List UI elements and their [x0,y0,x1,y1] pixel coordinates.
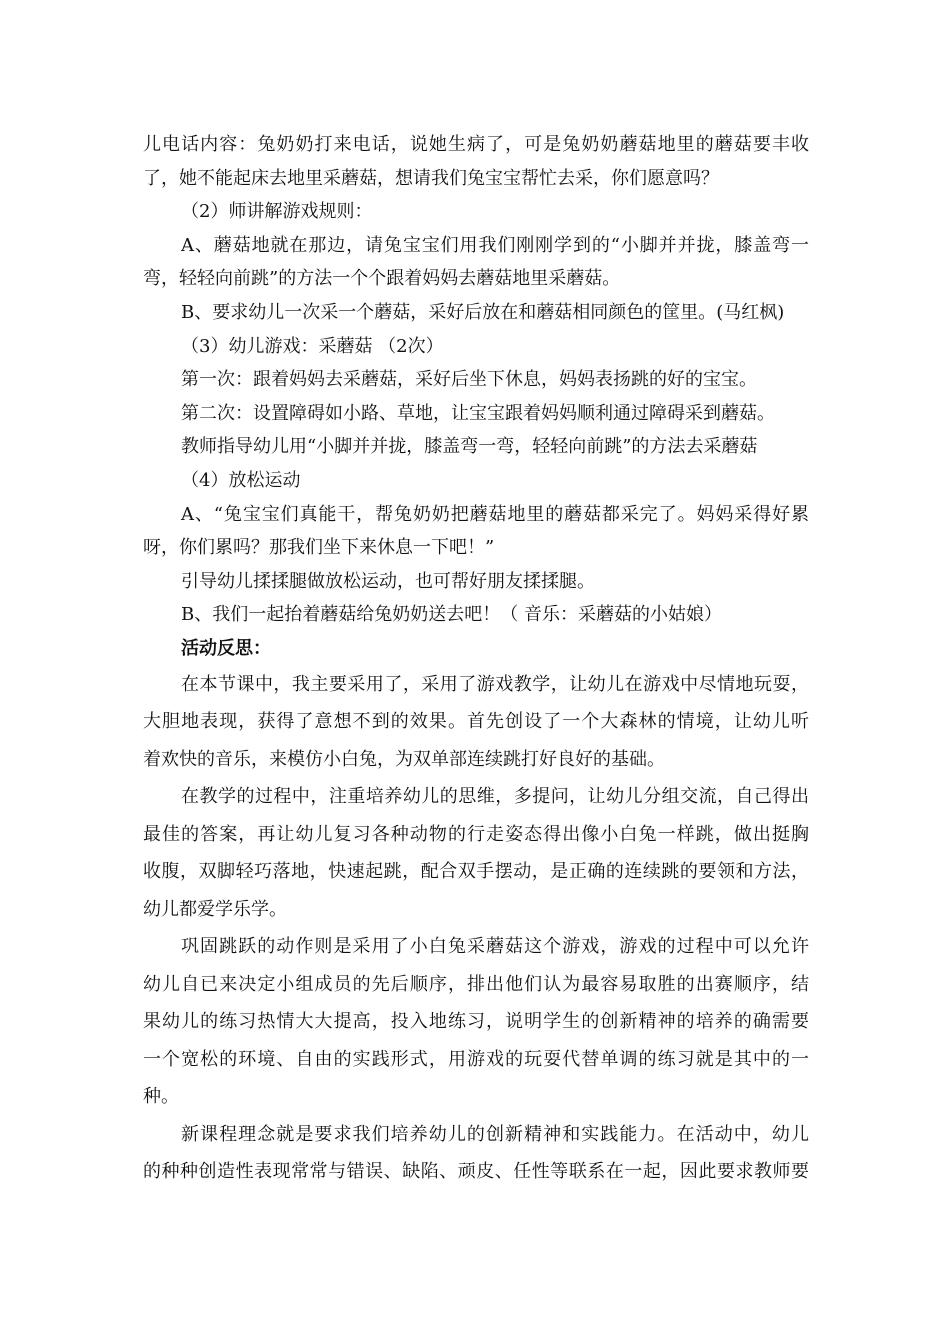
text-line: 巩固跳跃的动作则是采用了小白兔采蘑菇这个游戏，游戏的过程中可以允许 [181,936,809,957]
text-line: B、要求幼儿一次采一个蘑菇，采好后放在和蘑菇相同颜色的筐里。(马红枫) [181,301,785,323]
text-line: 的种种创造性表现常常与错误、缺陷、顽皮、任性等联系在一起，因此要求教师要 [143,1161,809,1182]
section-heading: 活动反思： [181,637,271,659]
text-line: A、蘑菇地就在那边，请兔宝宝们用我们刚刚学到的“小脚并并拢，膝盖弯一 [181,234,809,256]
text-line: 幼儿都爱学乐学。 [143,898,287,920]
text-line: 在教学的过程中，注重培养幼儿的思维，多提问，让幼儿分组交流，自己得出 [181,786,809,807]
text-line: （2）师讲解游戏规则： [181,201,373,223]
text-line: （4）放松运动 [181,469,301,491]
text-line: 幼儿自已来决定小组成员的先后顺序，排出他们认为最容易取胜的出赛顺序，结 [143,973,809,995]
text-line: 种。 [143,1086,179,1107]
text-line: B、我们一起抬着蘑菇给兔奶奶送去吧！（ 音乐：采蘑菇的小姑娘） [181,604,722,626]
text-line: 着欢快的音乐，来模仿小白兔，为双单部连续跳打好良好的基础。 [143,748,665,770]
text-line: （3）幼儿游戏：采蘑菇 （2次） [181,335,444,357]
text-line: 最佳的答案，再让幼儿复习各种动物的行走姿态得出像小白兔一样跳，做出挺胸 [143,823,809,845]
text-line: 大胆地表现，获得了意想不到的效果。首先创设了一个大森林的情境，让幼儿听 [143,711,809,732]
text-line: 新课程理念就是要求我们培养幼儿的创新精神和实践能力。在活动中，幼儿 [181,1123,809,1145]
text-line: 引导幼儿揉揉腿做放松运动，也可帮好朋友揉揉腿。 [181,570,595,592]
document-body [143,128,809,1191]
text-line: 果幼儿的练习热情大大提高，投入地练习，说明学生的创新精神的培养的确需要 [143,1011,809,1032]
text-line: 了，她不能起床去地里采蘑菇，想请我们兔宝宝帮忙去采，你们愿意吗？ [143,167,719,189]
text-line: 教师指导幼儿用“小脚并并拢，膝盖弯一弯，轻轻向前跳”的方法去采蘑菇 [181,436,758,458]
text-line: A、“兔宝宝们真能干，帮兔奶奶把蘑菇地里的蘑菇都采完了。妈妈采得好累 [181,503,809,525]
text-line: 第一次：跟着妈妈去采蘑菇，采好后坐下休息，妈妈表扬跳的好的宝宝。 [181,369,757,391]
text-line: 一个宽松的环境、自由的实践形式，用游戏的玩耍代替单调的练习就是其中的一 [143,1048,809,1070]
text-line: 收腹，双脚轻巧落地，快速起跳，配合双手摆动，是正确的连续跳的要领和方法， [143,861,809,882]
text-line: 弯，轻轻向前跳”的方法一个个跟着妈妈去蘑菇地里采蘑菇。 [143,268,621,290]
text-line: 儿电话内容：兔奶奶打来电话，说她生病了，可是兔奶奶蘑菇地里的蘑菇要丰收 [143,134,809,155]
text-line: 在本节课中，我主要采用了，采用了游戏教学，让幼儿在游戏中尽情地玩耍， [181,673,809,695]
text-line: 呀，你们累吗？那我们坐下来休息一下吧！” [143,537,495,559]
text-line: 第二次：设置障碍如小路、草地，让宝宝跟着妈妈顺利通过障碍采到蘑菇。 [181,402,775,424]
